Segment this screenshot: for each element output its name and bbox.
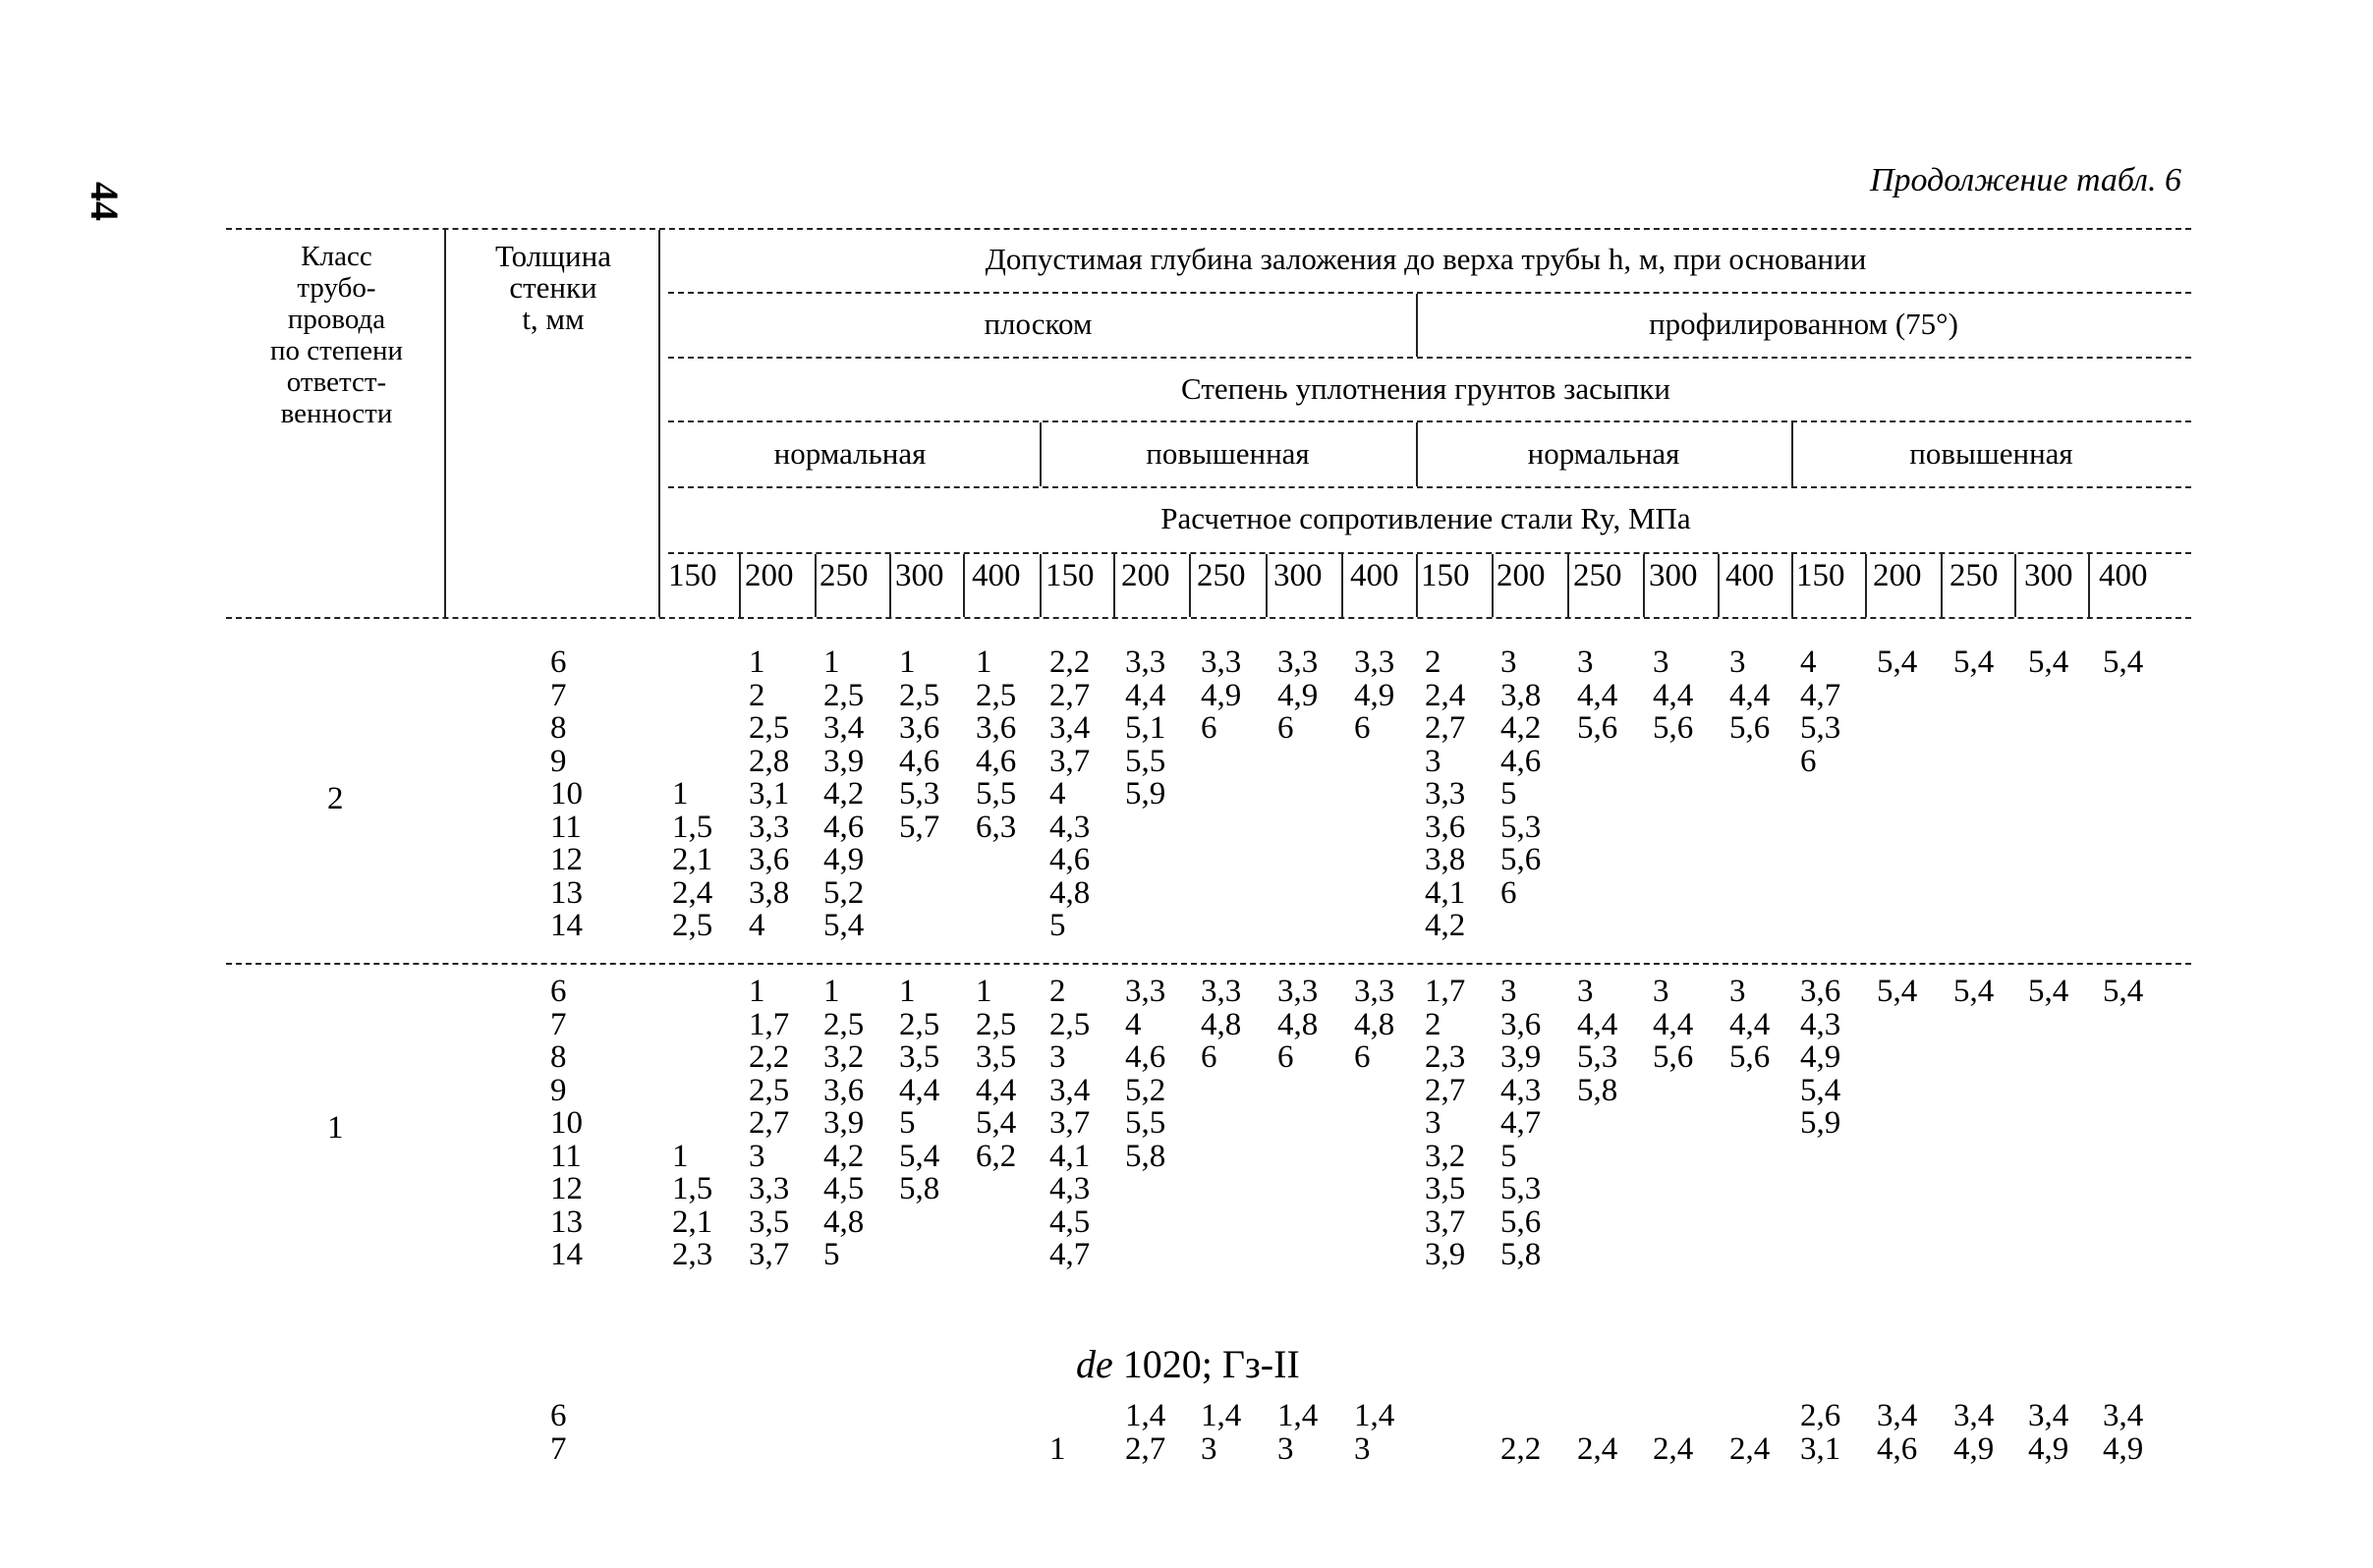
value-column: 3,4 4,9 xyxy=(1953,1398,1995,1467)
header-bottom-rule xyxy=(226,617,2191,619)
group-thickness-column: 6 7 8 9 10 11 12 13 14 xyxy=(550,974,583,1272)
mpa-divider xyxy=(1341,554,1343,617)
value-column: 2 2,4 2,7 3 3,3 3,6 3,8 4,1 4,2 xyxy=(1425,644,1466,943)
mpa-divider xyxy=(1791,554,1793,617)
caption-symbol: de xyxy=(1076,1342,1113,1386)
compaction-title: Степень уплотнения грунтов засыпки xyxy=(1181,371,1670,406)
mpa-value: 250 xyxy=(819,558,869,593)
value-column: 5,4 xyxy=(1953,644,1995,680)
value-column: 1 2,5 3,6 4,6 5,5 6,3 xyxy=(976,644,1017,845)
mpa-value: 400 xyxy=(2099,558,2148,593)
mpa-value: 300 xyxy=(1649,558,1698,593)
value-column: 3 3,8 4,2 4,6 5 5,3 5,6 6 xyxy=(1500,644,1542,911)
value-column: 1,4 3 xyxy=(1354,1398,1395,1467)
group-thickness-column: 6 7 8 9 10 11 12 13 14 xyxy=(550,644,583,943)
mpa-value: 300 xyxy=(895,558,944,593)
value-column: 1 2,5 3,5 4,4 5 5,4 5,8 xyxy=(899,974,940,1206)
value-column: 1 2,5 3,2 3,6 3,9 4,2 4,5 4,8 5 xyxy=(823,974,865,1272)
mpa-divider xyxy=(1189,554,1191,617)
section-caption xyxy=(1076,1341,1300,1387)
value-column: 1 1,7 2,2 2,5 2,7 3 3,3 3,5 3,7 xyxy=(749,974,790,1272)
value-column: 1 2,5 3,4 3,9 4,2 4,6 4,9 5,2 5,4 xyxy=(823,644,865,943)
value-column: 3 4,4 5,6 xyxy=(1729,974,1771,1075)
mpa-value: 200 xyxy=(1497,558,1546,593)
mpa-divider xyxy=(889,554,891,617)
page-number: 44 xyxy=(83,182,127,221)
header-divider-class xyxy=(444,230,446,617)
mpa-divider xyxy=(1865,554,1867,617)
class-column-header xyxy=(231,241,442,429)
mpa-value: 250 xyxy=(1949,558,1999,593)
class-header-line: трубо- xyxy=(297,272,376,304)
mpa-divider xyxy=(1040,554,1042,617)
thickness-header-line: стенки xyxy=(509,270,597,305)
mpa-divider xyxy=(1416,554,1418,617)
value-column: 3,3 4,8 6 xyxy=(1354,974,1395,1075)
value-column: 3 3,6 3,9 4,3 4,7 5 5,3 5,6 5,8 xyxy=(1500,974,1542,1272)
mpa-divider xyxy=(1113,554,1115,617)
thickness-column-header xyxy=(450,241,656,335)
value-column: 3 4,4 5,3 5,8 xyxy=(1577,974,1618,1108)
value-column: 3 4,4 5,6 xyxy=(1577,644,1618,746)
base-profiled: профилированном (75°) xyxy=(1649,307,1958,341)
mpa-value: 200 xyxy=(745,558,794,593)
value-column: 3,3 4,4 5,1 5,5 5,9 xyxy=(1125,644,1166,812)
mpa-value: 400 xyxy=(1725,558,1775,593)
value-column: 5,4 xyxy=(1953,974,1995,1009)
value-column: 2,2 2,7 3,4 3,7 4 4,3 4,6 4,8 5 xyxy=(1049,644,1091,943)
base-flat: плоском xyxy=(984,307,1093,341)
value-column: 1,4 3 xyxy=(1201,1398,1242,1467)
value-column: 5,4 xyxy=(2103,644,2144,680)
compaction-flat-normal: нормальная xyxy=(773,436,927,471)
value-column: 5,4 xyxy=(1877,644,1918,680)
value-column: 5,4 xyxy=(2028,644,2069,680)
value-column: 3,3 4,8 6 xyxy=(1277,974,1319,1075)
mpa-value: 150 xyxy=(1045,558,1095,593)
caption-text: 1020; Гз-II xyxy=(1112,1342,1300,1386)
compaction-flat-high: повышенная xyxy=(1146,436,1310,471)
mpa-value: 300 xyxy=(1273,558,1323,593)
table-continuation-label: Продолжение табл. 6 xyxy=(1869,162,2181,198)
value-column: 1,4 2,7 xyxy=(1125,1398,1166,1467)
value-column: 2,6 3,1 xyxy=(1800,1398,1841,1467)
thickness-header-line: Толщина xyxy=(495,239,611,273)
mpa-divider xyxy=(1941,554,1943,617)
depth-title: Допустимая глубина заложения до верха трубы h, м, при основании xyxy=(985,242,1867,276)
value-column: 1 xyxy=(1049,1430,1066,1467)
value-column: 2,4 xyxy=(1577,1430,1618,1467)
value-column: 5,4 xyxy=(2103,974,2144,1009)
class-header-line: ответст- xyxy=(286,366,387,398)
group-separator xyxy=(226,963,2191,965)
value-column: 3,3 4 4,6 5,2 5,5 5,8 xyxy=(1125,974,1166,1174)
class-header-line: по степени xyxy=(269,335,404,366)
mpa-divider xyxy=(1266,554,1268,617)
mpa-value: 150 xyxy=(1421,558,1470,593)
header-rule-4 xyxy=(668,486,2191,488)
value-column: 2,2 xyxy=(1500,1430,1542,1467)
mpa-value: 250 xyxy=(1573,558,1622,593)
resistance-title: Расчетное сопротивление стали Ry, МПа xyxy=(1160,501,1691,535)
header-rule-1 xyxy=(668,292,2191,294)
tail-thickness-column: 6 7 xyxy=(550,1398,567,1467)
mpa-divider xyxy=(963,554,965,617)
mpa-divider xyxy=(1567,554,1569,617)
value-column: 4 4,7 5,3 6 xyxy=(1800,644,1841,779)
value-column: 3,4 4,6 xyxy=(1877,1398,1918,1467)
compaction-profiled-high: повышенная xyxy=(1909,436,2073,471)
mpa-value: 250 xyxy=(1197,558,1246,593)
value-column: 3,4 4,9 xyxy=(2028,1398,2069,1467)
value-column: 3,4 4,9 xyxy=(2103,1398,2144,1467)
value-column: 3 4,4 5,6 xyxy=(1653,644,1694,746)
class-header-line: провода xyxy=(287,304,386,335)
compaction-profiled-normal: нормальная xyxy=(1527,436,1680,471)
value-column: 1 2,5 3,6 4,6 5,3 5,7 xyxy=(899,644,940,845)
group-class-label: 2 xyxy=(327,781,344,816)
class-header-line: Класс xyxy=(301,241,372,272)
value-column: 2,4 xyxy=(1653,1430,1694,1467)
value-column: 3,6 4,3 4,9 5,4 5,9 xyxy=(1800,974,1841,1141)
mpa-value: 400 xyxy=(972,558,1021,593)
group-class-label: 1 xyxy=(327,1110,344,1146)
value-column: 1 1,5 2,1 2,4 2,5 xyxy=(672,776,713,943)
value-column: 1,7 2 2,3 2,7 3 3,2 3,5 3,7 3,9 xyxy=(1425,974,1466,1272)
mpa-value: 200 xyxy=(1873,558,1922,593)
value-column: 3,3 4,9 6 xyxy=(1201,644,1242,746)
class-header-line: венности xyxy=(280,398,393,429)
value-column: 3 4,4 5,6 xyxy=(1653,974,1694,1075)
mpa-divider xyxy=(739,554,741,617)
value-column: 1 2,5 3,5 4,4 5,4 6,2 xyxy=(976,974,1017,1174)
value-column: 3,3 4,8 6 xyxy=(1201,974,1242,1075)
table-top-rule xyxy=(226,228,2191,230)
mpa-divider xyxy=(1492,554,1494,617)
value-column: 2,4 xyxy=(1729,1430,1771,1467)
mpa-divider xyxy=(1718,554,1720,617)
value-column: 1 2 2,5 2,8 3,1 3,3 3,6 3,8 4 xyxy=(749,644,790,943)
value-column: 5,4 xyxy=(2028,974,2069,1009)
value-column: 1 1,5 2,1 2,3 xyxy=(672,1138,713,1272)
mpa-value: 150 xyxy=(668,558,717,593)
mpa-divider xyxy=(2088,554,2090,617)
header-divider-thickness xyxy=(658,230,660,617)
mpa-divider xyxy=(2014,554,2016,617)
mpa-divider xyxy=(815,554,817,617)
mpa-value: 400 xyxy=(1350,558,1399,593)
value-column: 2 2,5 3 3,4 3,7 4,1 4,3 4,5 4,7 xyxy=(1049,974,1091,1272)
header-rule-3 xyxy=(668,420,2191,422)
header-rule-5 xyxy=(668,552,2191,554)
mpa-value: 200 xyxy=(1121,558,1170,593)
header-rule-2 xyxy=(668,357,2191,359)
mpa-value: 300 xyxy=(2024,558,2073,593)
value-column: 3,3 4,9 6 xyxy=(1354,644,1395,746)
value-column: 3,3 4,9 6 xyxy=(1277,644,1319,746)
thickness-header-line: t, мм xyxy=(522,302,585,336)
value-column: 3 4,4 5,6 xyxy=(1729,644,1771,746)
value-column: 1,4 3 xyxy=(1277,1398,1319,1467)
value-column: 5,4 xyxy=(1877,974,1918,1009)
mpa-divider xyxy=(1643,554,1645,617)
mpa-value: 150 xyxy=(1796,558,1845,593)
